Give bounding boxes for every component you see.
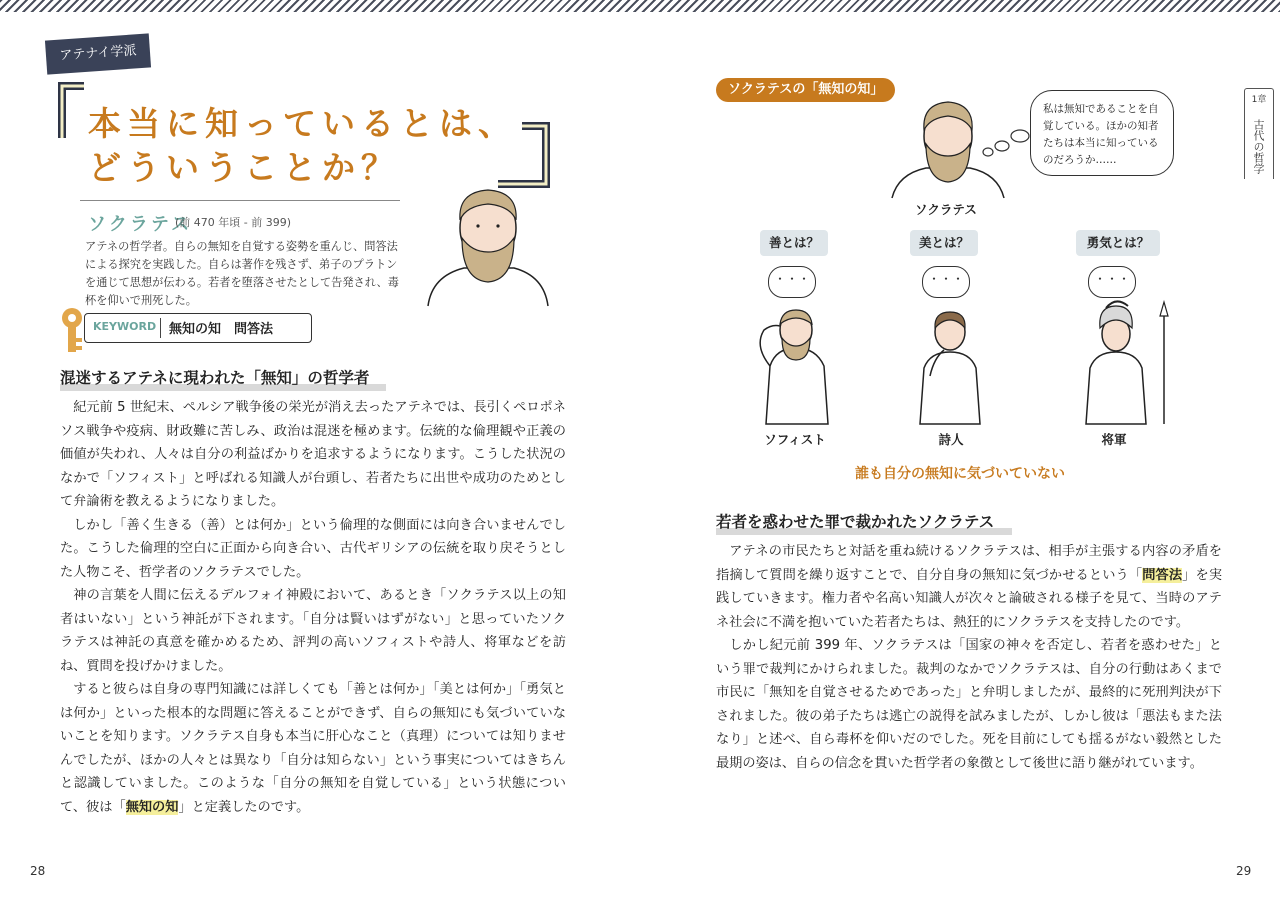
chapter-title: 古代の哲学 [1252,119,1265,174]
bio-years: (前 470 年頃 - 前 399) [175,216,292,229]
bio-name: ソクラテス [88,214,193,235]
general-label: 将軍 [1101,432,1127,447]
chapter-tab [1244,88,1274,179]
chapter-number: 1章 [1251,95,1267,105]
general-figure-icon [1068,298,1180,426]
keyword-separator [160,318,161,338]
figure-caption: 誰も自分の無知に気づいていない [855,466,1065,482]
right-body-text [716,540,1222,775]
paragraph: しかし「善く生きる（善）とは何か」という倫理的な側面には向き合いませんでした。こうした倫理的空白に正面から向き合い、古代ギリシアの伝統を取り戻そうとした人物こそ、哲学者のソクラテスでした。 [60,517,566,580]
school-tag: アテナイ学派 [45,33,151,74]
bio-divider [80,200,400,201]
keyword-box [84,313,312,343]
highlight-term: 問答法 [1142,567,1183,583]
title-line-1: 本当に知っているとは、 [88,104,517,143]
left-heading-block [60,366,386,391]
poet-label: 詩人 [938,432,964,447]
highlight-term: 無知の知 [125,799,179,815]
keyword-label: KEYWORD [93,320,157,333]
bio-description: アテネの哲学者。自らの無知を自覚する姿勢を重んじ、問答法による探究を実践した。自らは著作を残さず、弟子のプラトンを通じて思想が伝わる。若者を堕落させたとして告発され、毒杯を仰いで刑死した。 [85,240,399,307]
thought-circles [980,124,1030,158]
paragraph: しかし紀元前 399 年、ソクラテスは「国家の神々を否定し、若者を惑わせた」という罪で裁判にかけられました。裁判のなかでソクラテスは、自分の行動はあくまで市民に「無知を自覚させるためであった」と弁明しましたが、最終的に死刑判決が下されました。彼の弟子たちは逃亡の説得を試みましたが、しかし彼は「悪法もまた法なり」と述べ、自ら毒杯を仰いだのでした。死を目前にしても揺るがない毅然とした最期の姿は、自らの信念を貫いた哲学者の象徴として後世に語り継がれています。 [716,638,1222,771]
sophist-label: ソフィスト [764,432,826,447]
silence-bubble: ・・・ [768,266,816,298]
top-stripe-border [0,0,1280,12]
paragraph: すると彼らは自身の専門知識には詳しくても「善とは何か」「美とは何か」「勇気とは何か」といった根本的な問題に答えることができず、自らの無知にも気づいていないことを知ります。ソクラテス自身も本当に肝心なこと（真理）については知りませんでしたが、ほかの人々とは異なり「自分は知らない」という事実についてはきちんと認識していました。このような「自分の無知を自覚している」という状態について、彼は「無知の知」と定義したのです。 [60,682,566,815]
right-section-heading: 若者を惑わせた罪で裁かれたソクラテス [716,513,995,531]
keyword-terms: 無知の知 問答法 [169,322,274,337]
silence-bubble: ・・・ [922,266,970,298]
paragraph: アテネの市民たちと対話を重ね続けるソクラテスは、相手が主張する内容の矛盾を指摘して質問を繰り返すことで、自分自身の無知に気づかせるという「問答法」を実践していきます。権力者や名高い知識人が次々と論破される様子を見て、当時のアテネ社会に不満を抱いていた若者たちは、熱狂的にソクラテスを支持したのです。 [716,544,1223,630]
left-section-heading: 混迷するアテネに現われた「無知」の哲学者 [60,369,370,387]
title-line-2: どういうことか？ [88,148,400,187]
right-heading-block [716,510,1012,535]
sophist-figure-icon [746,306,846,426]
page-number-right: 29 [1236,864,1252,878]
poet-figure-icon [900,306,1000,426]
paragraph: 紀元前 5 世紀末、ペルシア戦争後の栄光が消え去ったアテネでは、長引くペロポネソス戦争や疫病、財政難に苦しみ、政治は混迷を極めます。伝統的な倫理観や正義の価値が失われ、人々は自分の利益ばかりを追求するようになります。こうした状況のなかで「ソフィスト」と呼ばれる知識人が台頭し、若者たちに出世や成功のためとして弁論術を教えるようになりました。 [60,400,566,509]
silence-bubble: ・・・ [1088,266,1136,298]
question-bubble: 美とは？ [910,230,978,256]
page-number-left: 28 [30,864,46,878]
socrates-portrait-icon [418,180,558,308]
left-body-text [60,396,566,819]
thought-text: 私は無知であることを自覚している。ほかの知者たちは本当に知っているのだろうか…… [1043,103,1159,166]
question-bubble: 勇気とは？ [1076,230,1160,256]
figure-section-label: ソクラテスの「無知の知」 [716,78,895,102]
thought-bubble [1030,90,1174,176]
socrates-label: ソクラテス [915,202,977,217]
paragraph: 神の言葉を人間に伝えるデルフォイ神殿において、あるとき「ソクラテス以上の知者はいない」という神託が下されます。「自分は賢いはずがない」と思っていたソクラテスは神託の真意を確かめるため、評判の高いソフィストや詩人、将軍などを訪ね、質問を投げかけました。 [60,588,566,674]
question-bubble: 善とは？ [760,230,828,256]
